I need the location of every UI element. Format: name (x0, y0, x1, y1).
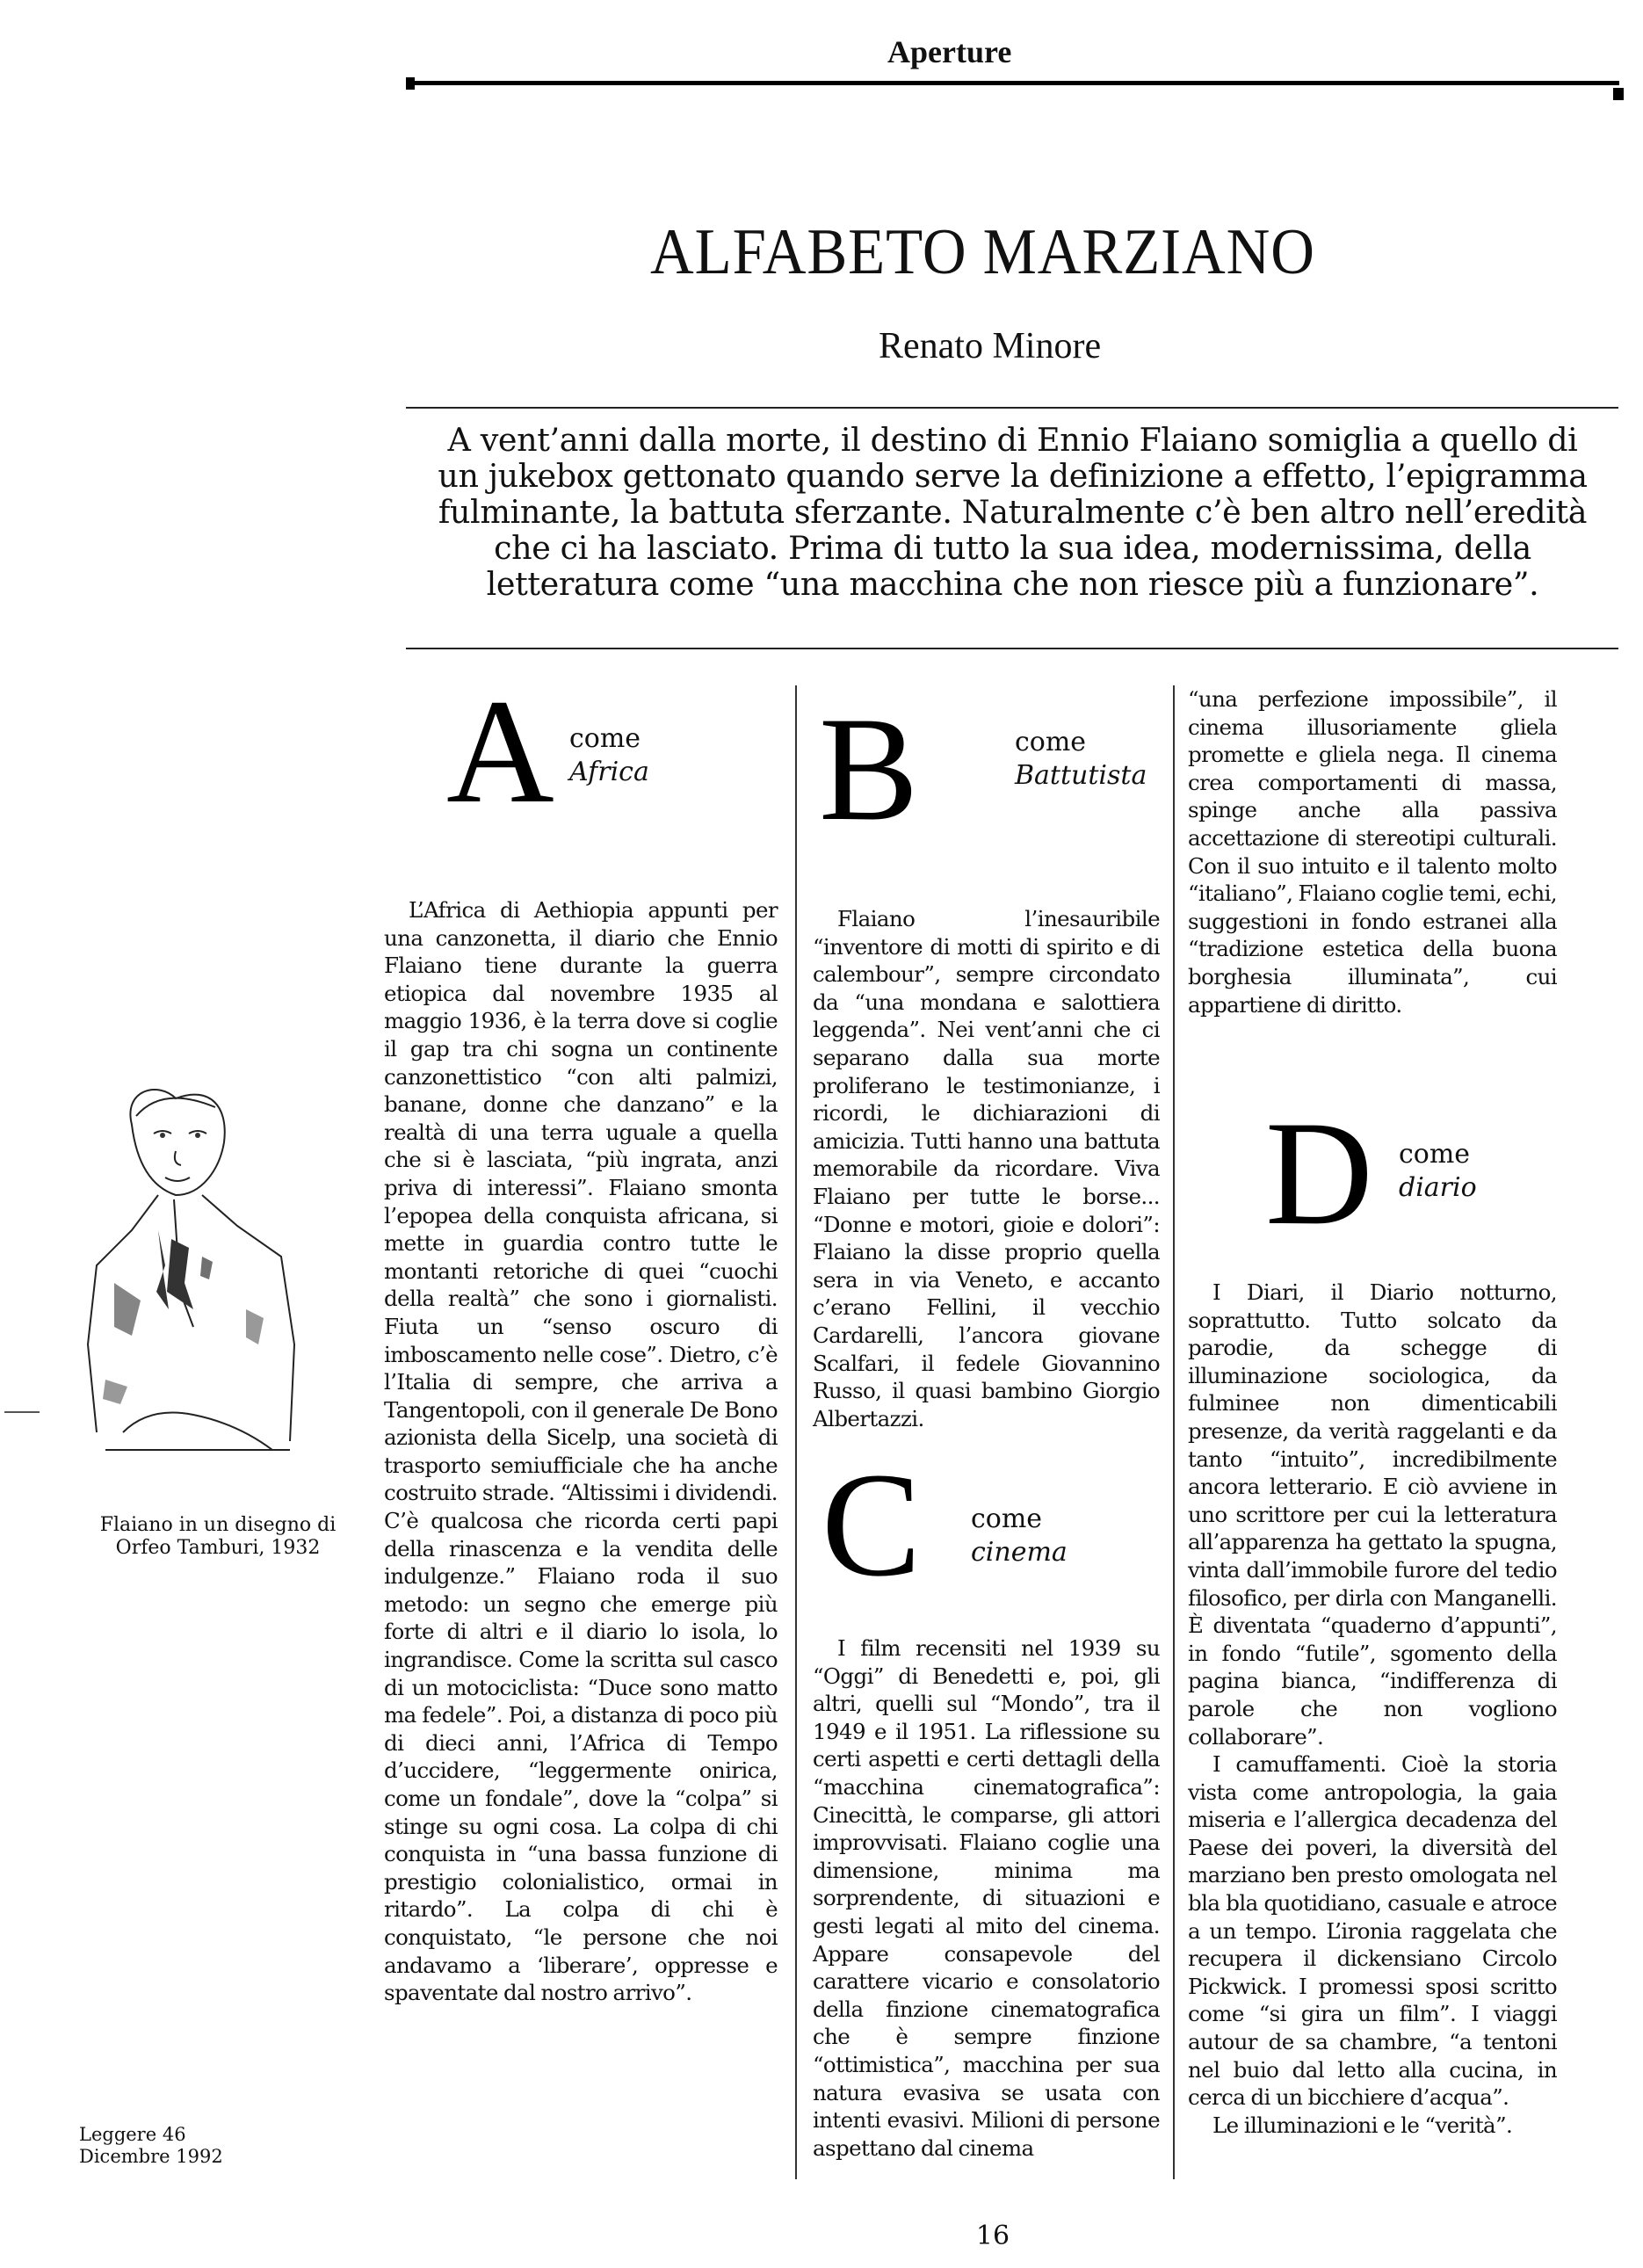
lead-rule-bottom (406, 648, 1618, 649)
entry-heading-word: come (971, 1504, 1043, 1534)
issue-date: Dicembre 1992 (79, 2146, 223, 2167)
illustration-caption (95, 1514, 341, 1560)
entry-heading-word: come (1399, 1139, 1471, 1170)
paragraph-battutista: Flaiano l’inesauribile “inventore di motti di spirito e di calembour”, sempre circondato da “una mondana e salottiera leggenda”. Nei vent’anni che ci separano dalla sua morte proliferano le testimonianze, i ricordi, le dichiarazioni di amicizia. Tutti hanno una battuta memorabile da ricordare. Viva Flaiano per tutte le borse... “Donne e motori, gioie e dolori”: Flaiano la disse proprio quella sera in via Veneto, e accanto c’erano Fellini, il vecchio Cardarelli, l’ancora giovane Scalfari, il fedele Giovannino Russo, il quasi bambino Giorgio Albertazzi. (813, 906, 1160, 1431)
lead-line: A vent’anni dalla morte, il destino di Ennio Flaiano somiglia a quello di (447, 421, 1578, 459)
paragraph-diario-2: I camuffamenti. Cioè la storia vista come antropologia, la gaia miseria e l’allergica decadenza del Paese dei poveri, la diversità del marziano ben presto omologata nel bla bla quotidiano, casuale e atroce a un tempo. L’ironia raggelata che recupera il dickensiano Circolo Pickwick. I promessi sposi scritto come “si gira un film”. I viaggi autour de sa chambre, “a tentoni nel buio dal letto alla cucina, in cerca di un bicchiere d’acqua”. (1188, 1751, 1557, 2111)
lead-line: che ci ha lasciato. Prima di tutto la sua idea, modernissima, della (494, 529, 1531, 567)
column-divider (795, 685, 797, 2179)
paragraph-cinema: I film recensiti nel 1939 su “Oggi” di Benedetti e, poi, gli altri, quelli sul “Mondo”, tra il 1949 e il 1951. La riflessione su certi aspetti e certi dettagli della “macchina cinematografica”: Cinecittà, le comparse, gli attori improvvisati. Flaiano coglie una dimensione, minima ma sorprendente, di situazioni e gesti legati al mito del cinema. Appare consapevole del carattere vicario e consolatorio della finzione cinematografica che è sempre finzione “ottimistica”, macchina per sua natura evasiva se usata con intenti evasivi. Milioni di persone aspettano dal cinema (813, 1635, 1160, 2161)
paragraph-diario-1: I Diari, il Diario notturno, soprattutto. Tutto solcato da parodie, da schegge di illuminazione sociologica, da fulminee non dimenticabili presenze, da verità raggelanti e da tanto “intuito”, incredibilmente ancora letterario. E ciò avviene in uno scrittore per cui la letteratura all’apparenza ha gettato la spugna, vinta dall’immobile furore del tedio filosofico, per dirla con Manganelli. È diventata “quaderno d’appunti”, in fondo “futile”, sgomento della pagina bianca, “indifferenza di parole che non vogliono collaborare”. (1188, 1279, 1557, 1750)
dropcap-d: D (1265, 1091, 1373, 1256)
header-rule (411, 81, 1619, 85)
entry-heading-topic: cinema (971, 1537, 1068, 1568)
lead-rule-top (406, 407, 1618, 409)
column-3-text-d (1188, 1279, 1557, 2139)
article-author: Renato Minore (879, 326, 1102, 366)
entry-heading-word: come (1015, 727, 1087, 757)
magazine-info (79, 2124, 299, 2168)
portrait-drawing (70, 1063, 325, 1503)
dropcap-a: A (446, 669, 554, 834)
entry-heading-topic: Africa (569, 757, 649, 787)
entry-heading-word: come (569, 723, 641, 754)
caption-line: Flaiano in un disegno di (99, 1514, 337, 1536)
article-title: ALFABETO MARZIANO (650, 216, 1315, 288)
column-divider (1173, 685, 1175, 2179)
entry-heading-c (971, 1503, 1068, 1569)
margin-mark (4, 1411, 40, 1413)
paragraph-cinema-cont: “una perfezione impossibile”, il cinema illusoriamente gliela promette e gliela nega. Il cinema crea comportamenti di massa, spinge anche alla passiva accettazione di stereotipi culturali. Con il suo intuito e il talento molto “italiano”, Flaiano coglie temi, echi, suggestioni in fondo estranei alla “tradizione estetica della buona borghesia illuminata”, cui appartiene di diritto. (1188, 686, 1557, 1018)
paragraph-africa: L’Africa di Aethiopia appunti per una canzonetta, il diario che Ennio Flaiano tiene durante la guerra etiopica dal novembre 1935 al maggio 1936, è la terra dove si coglie il gap tra chi sogna un continente canzonettistico “con alti palmizi, banane, donne che danzano” e la realtà di una terra uguale a quella che si è lasciata, “più ingrata, anzi priva di interessi”. Flaiano smonta l’epopea della conquista africana, si mette in guardia contro tutte le montanti retoriche di quei “cuochi della realtà” che sono i giornalisti. Fiuta un “senso oscuro di imboscamento nelle cose”. Dietro, c’è l’Italia di sempre, che arriva a Tangentopoli, con il generale De Bono azionista della Sicelp, una società di trasporto semiufficiale che ha anche costruito strade. “Altissimi i dividendi. C’è qualcosa che ricorda certi papi della rinascenza e la vendita delle indulgenze.” Flaiano roda il suo metodo: un segno che emerge più forte di altri e il diario lo isola, lo ingrandisce. Come la scritta sul casco di un motociclista: “Duce sono matto ma fedele”. Poi, a distanza di poco più di dieci anni, l’Africa di Tempo d’uccidere, “leggermente onirica, come un fondale”, dove la “colpa” si stinge su ogni cosa. La colpa di chi conquista in “una bassa funzione di prestigio colonialistico, ormai in ritardo”. La colpa di chi è conquistato, “le persone che noi andavamo a ‘liberare’, oppresse e spaventate dal nostro arrivo”. (384, 897, 778, 2006)
dropcap-b: B (819, 686, 919, 851)
magazine-name: Leggere 46 (79, 2124, 186, 2145)
entry-heading-d (1399, 1138, 1477, 1205)
page-number: 16 (975, 2221, 1010, 2251)
dropcap-c: C (822, 1442, 922, 1607)
lead-line: letteratura come “una macchina che non riesce più a funzionare”. (486, 565, 1539, 603)
entry-heading-topic: Battutista (1015, 760, 1147, 791)
article-lead (417, 422, 1608, 602)
lead-line: un jukebox gettonato quando serve la definizione a effetto, l’epigramma (438, 457, 1588, 495)
entry-heading-a (569, 722, 649, 789)
column-2-text-b (813, 905, 1160, 1432)
lead-line: fulminante, la battuta sferzante. Naturalmente c’è ben altro nell’eredità (438, 493, 1588, 531)
entry-heading-b (1015, 726, 1147, 793)
caption-line: Orfeo Tamburi, 1932 (115, 1537, 321, 1559)
entry-heading-topic: diario (1399, 1172, 1477, 1203)
column-1-text (384, 896, 778, 2007)
section-label: Aperture (887, 34, 1012, 69)
column-3-text-top (1188, 685, 1557, 1018)
column-2-text-c (813, 1634, 1160, 2162)
header-rule-cap-right (1613, 88, 1624, 100)
paragraph-diario-3: Le illuminazioni e le “verità”. (1212, 2112, 1513, 2138)
